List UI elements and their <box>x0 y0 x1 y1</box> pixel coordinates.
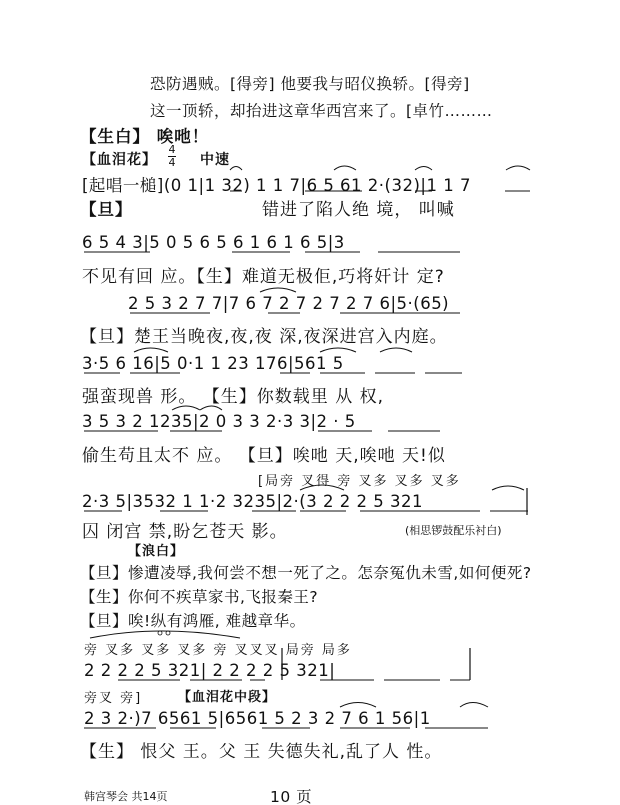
lyric-line-r26: 【生】 恨父 王。父 王 失德失礼,乱了人 性。 <box>80 742 443 762</box>
time-signature-bottom: 4 <box>168 156 176 169</box>
lyric-line-r14: 偷生苟且太不 应。 【旦】唉吔 天,唉吔 天!似 <box>82 446 446 466</box>
notation-line-r5: [起唱一槌](0 1|1 32) 1 1 7|6 5 61 2·(32)|1 1 7 <box>82 176 471 195</box>
text-line-r3: 【生白】 唉吔！ <box>80 127 210 146</box>
lyric-line-r8: 不见有回 应。【生】难道无极佢,巧将奸计 定? <box>82 267 445 287</box>
lyric-line-r17: 囚 闭宫 禁,盼乞苍天 影。 <box>82 522 288 542</box>
dialogue-line-r19: 【旦】惨遭凌辱,我何尝不想一死了之。怎奈冤仇未雪,如何便死? <box>80 564 532 582</box>
section-label-r24: 【血泪花中段】 <box>178 690 277 705</box>
percussion-line-r22: 旁 叉多 叉多 叉多 旁 叉叉叉 局旁 局多 <box>84 643 352 658</box>
footer-title: 韩宫琴会 共14页 <box>84 790 168 803</box>
notation-line-r9: 2 5 3 2 7 7|7 6 7 2 7 2 7 2 7 6|5·(65) <box>128 294 450 313</box>
dialogue-line-r20: 【生】你何不疾草家书,飞报秦王? <box>80 588 319 606</box>
notation-line-r23: 2 2 2 2 5 321| 2 2 2 2 5 321| <box>84 661 336 680</box>
text-line-r2: 这一顶轿，却抬进这章华西宫来了。[卓竹……… <box>150 102 493 120</box>
tempo-marking: 中速 <box>200 152 230 168</box>
percussion-line-r24: 旁叉 旁] <box>84 691 143 706</box>
percussion-line-r15: [局旁 叉得 旁 叉多 叉多 叉多 <box>258 474 461 489</box>
notation-line-r16: 2·3 5|3532 1 1·2 3235|2·(3 2 2 2 5 321 <box>82 492 423 511</box>
notation-line-r25: 2 3 2·)7 6561 5|6561 5 2 3 2 7 6 1 56|1 <box>84 709 431 728</box>
notation-line-r13: 3 5 3 2 1235|2 0 3 3 2·3 3|2 · 5 <box>82 412 356 431</box>
lyric-line-r6: 错进了陷人绝 境， 叫喊 <box>262 200 455 220</box>
notation-line-r11: 3·5 6 16|5 0·1 1 23 176|561 5 <box>82 354 344 373</box>
time-signature-top: 4 <box>168 143 176 156</box>
notation-line-r7: 6 5 4 3|5 0 5 6 5 6 1 6 1 6 5|3 <box>82 233 345 252</box>
dialogue-line-r21: 【旦】唉!纵有鸿雁, 难越章华。 <box>80 612 306 630</box>
role-label-r6: 【旦】 <box>80 200 133 219</box>
performance-note: (相思锣鼓配乐衬白) <box>405 524 502 537</box>
lyric-line-r12: 强蛮现兽 形。 【生】你数载里 从 权, <box>82 387 385 407</box>
footer-page-number: 10 页 <box>270 788 313 805</box>
time-signature <box>168 145 176 168</box>
tune-name-label: 【血泪花】 <box>82 152 157 168</box>
speech-type-label: 【浪白】 <box>128 544 185 559</box>
text-line-r1: 恐防遇贼。[得旁] 他要我与昭仪换轿。[得旁] <box>150 75 470 93</box>
lyric-line-r10: 【旦】楚王当晚夜,夜,夜 深,夜深进宫入内庭。 <box>80 327 448 347</box>
